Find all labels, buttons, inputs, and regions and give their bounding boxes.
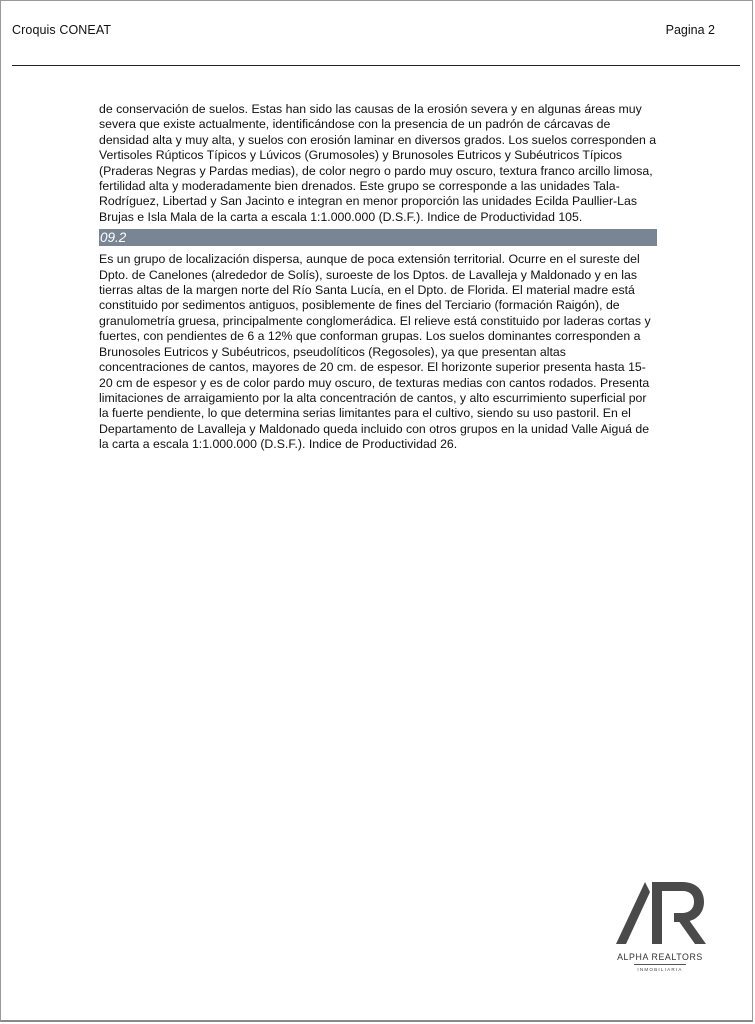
header-divider [12, 65, 740, 66]
alpha-realtors-ar-monogram-icon [612, 880, 708, 944]
document-body [99, 102, 657, 453]
logo-divider [634, 964, 686, 965]
page-number: Pagina 2 [665, 23, 715, 37]
logo-name: ALPHA REALTORS [617, 952, 703, 962]
body-paragraph-1: de conservación de suelos. Estas han sido las causas de la erosión severa y en algunas áreas muy severa que existe actualmente, identificándose con la presencia de un padrón de cárcavas de densidad alta y muy alta, y suelos con erosión laminar en diversos grados. Los suelos corresponden a Vertisoles Rúpticos Típicos y Lúvicos (Grumosoles) y Brunosoles Eutricos y Subéutricos Típicos (Praderas Negras y Pardas medias), de color negro o pardo muy oscuro, textura franco arcillo limosa, fertilidad alta y moderadamente bien drenados. Este grupo se corresponde a las unidades Tala-Rodríguez, Libertad y San Jacinto e integran en menor proporción las unidades Ecilda Paullier-Las Brujas e Isla Mala de la carta a escala 1:1.000.000 (D.S.F.). Indice de Productividad 105. [99, 102, 657, 224]
document-title: Croquis CONEAT [12, 23, 112, 37]
body-paragraph-2: Es un grupo de localización dispersa, aunque de poca extensión territorial. Ocurre en el sureste del Dpto. de Canelones (alrededor de Solís), suroeste de los Dptos. de Lavalleja y Maldonado y en las tierras altas de la margen norte del Río Santa Lucía, en el Dpto. de Florida. El material madre está constituido por sedimentos antiguos, posiblemente de fines del Terciario (formación Raigón), de granulometría gruesa, principalmente conglomerádica. El relieve está constituido por laderas cortas y fuertes, con pendientes de 6 a 12% que conforman grupas. Los suelos dominantes corresponden a Brunosoles Eutricos y Subéutricos, pseudolíticos (Regosoles), ya que presentan altas concentraciones de cantos, mayores de 20 cm. de espesor. El horizonte superior presenta hasta 15-20 cm de espesor y es de color pardo muy oscuro, de texturas medias con cantos rodados. Presenta limitaciones de arraigamiento por la alta concentración de cantos, y alto escurrimiento superficial por la fuerte pendiente, lo que determina serias limitantes para el cultivo, siendo su uso pastoril. En el Departamento de Lavalleja y Maldonado queda incluido con otros grupos en la unidad Valle Aiguá de la carta a escala 1:1.000.000 (D.S.F.). Indice de Productividad 26. [99, 252, 651, 452]
section-heading: 09.2 [99, 229, 657, 246]
company-logo [606, 880, 714, 972]
logo-subtitle: INMOBILIARIA [637, 967, 683, 972]
